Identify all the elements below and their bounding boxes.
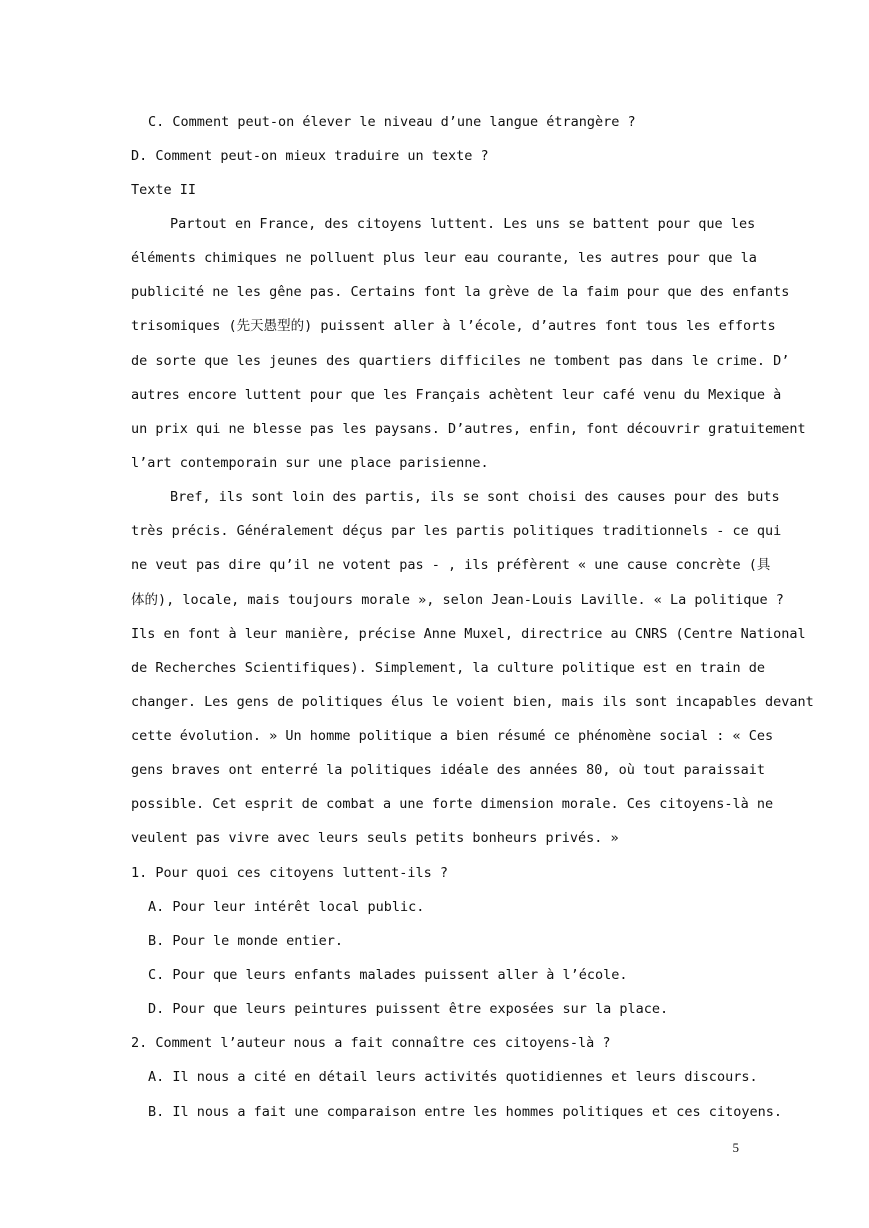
paragraph-line: Bref, ils sont loin des partis, ils se sont choisi des causes pour des buts	[170, 489, 780, 505]
paragraph-line: très précis. Généralement déçus par les partis politiques traditionnels - ce qui	[131, 523, 782, 539]
paragraph-line: de Recherches Scientifiques). Simplement, la culture politique est en train de	[131, 660, 765, 676]
paragraph-line: Partout en France, des citoyens luttent. Les uns se battent pour que les	[170, 216, 756, 232]
option-d: D. Pour que leurs peintures puissent être exposées sur la place.	[148, 1001, 669, 1017]
paragraph-line: gens braves ont enterré la politiques idéale des années 80, où tout paraissait	[131, 762, 765, 778]
option-b: B. Il nous a fait une comparaison entre les hommes politiques et ces citoyens.	[148, 1104, 782, 1120]
option-c-previous: C. Comment peut-on élever le niveau d’une langue étrangère ?	[148, 114, 636, 130]
paragraph-line: publicité ne les gêne pas. Certains font la grève de la faim pour que des enfants	[131, 284, 790, 300]
paragraph-line: l’art contemporain sur une place parisienne.	[131, 455, 489, 471]
paragraph-line: changer. Les gens de politiques élus le voient bien, mais ils sont incapables devant	[131, 694, 814, 710]
option-a: A. Il nous a cité en détail leurs activités quotidiennes et leurs discours.	[148, 1069, 758, 1085]
option-c: C. Pour que leurs enfants malades puissent aller à l’école.	[148, 967, 628, 983]
question-stem: 1. Pour quoi ces citoyens luttent-ils ?	[131, 865, 448, 881]
paragraph-line: autres encore luttent pour que les Français achètent leur café venu du Mexique à	[131, 387, 782, 403]
paragraph-line: de sorte que les jeunes des quartiers difficiles ne tombent pas dans le crime. D’	[131, 353, 790, 369]
option-d-previous: D. Comment peut-on mieux traduire un texte ?	[131, 148, 489, 164]
option-a: A. Pour leur intérêt local public.	[148, 899, 425, 915]
paragraph-line: veulent pas vivre avec leurs seuls petits bonheurs privés. »	[131, 830, 619, 846]
text-title: Texte II	[131, 182, 197, 198]
paragraph-line: possible. Cet esprit de combat a une forte dimension morale. Ces citoyens-là ne	[131, 796, 774, 812]
paragraph-line: trisomiques (先天愚型的) puissent aller à l’école, d’autres font tous les efforts	[131, 318, 776, 334]
paragraph-line: éléments chimiques ne polluent plus leur eau courante, les autres pour que la	[131, 250, 757, 266]
paragraph-line: Ils en font à leur manière, précise Anne Muxel, directrice au CNRS (Centre National	[131, 626, 806, 642]
paragraph-line: cette évolution. » Un homme politique a bien résumé ce phénomène social : « Ces	[131, 728, 774, 744]
paragraph-line: ne veut pas dire qu’il ne votent pas - , ils préfèrent « une cause concrète (具	[131, 557, 771, 573]
paragraph-line: un prix qui ne blesse pas les paysans. D’autres, enfin, font découvrir gratuitement	[131, 421, 806, 437]
question-stem: 2. Comment l’auteur nous a fait connaître ces citoyens-là ?	[131, 1035, 611, 1051]
option-b: B. Pour le monde entier.	[148, 933, 344, 949]
page-number: 5	[732, 1140, 739, 1155]
paragraph-line: 体的), locale, mais toujours morale », selon Jean-Louis Laville. « La politique ?	[131, 592, 784, 608]
